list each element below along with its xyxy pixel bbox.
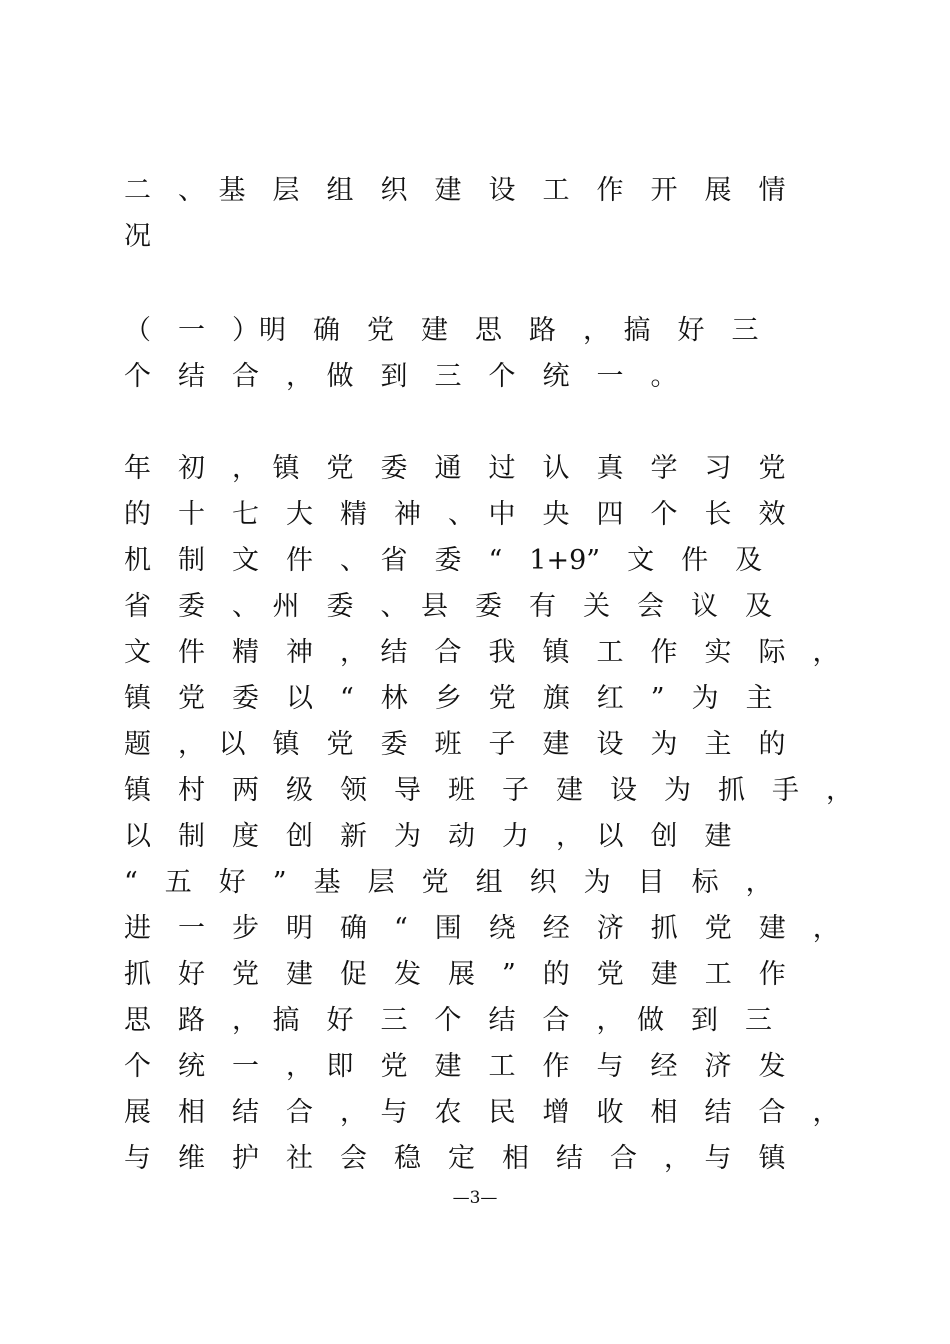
section-heading-line-2: 况 <box>124 221 151 252</box>
section-heading-line-1: 二 、 基 层 组 织 建 设 工 作 开 展 情 <box>124 175 786 206</box>
body-line: 进 一 步 明 确 “ 围 绕 经 济 抓 党 建 ， <box>124 913 840 944</box>
body-line: 思 路 ， 搞 好 三 个 结 合 ， 做 到 三 <box>124 1005 772 1036</box>
body-line: 镇 党 委 以 “ 林 乡 党 旗 红 ” 为 主 <box>124 683 773 714</box>
body-line: 个 统 一 ， 即 党 建 工 作 与 经 济 发 <box>124 1051 786 1082</box>
body-line: 文 件 精 神 ， 结 合 我 镇 工 作 实 际 ， <box>124 637 840 668</box>
subsection-heading-line-2: 个 结 合 ， 做 到 三 个 统 一 。 <box>124 361 678 392</box>
body-line: 镇 村 两 级 领 导 班 子 建 设 为 抓 手 ， <box>124 775 853 806</box>
body-line: 年 初 ， 镇 党 委 通 过 认 真 学 习 党 <box>124 453 786 484</box>
body-line: 展 相 结 合 ， 与 农 民 增 收 相 结 合 ， <box>124 1097 840 1128</box>
body-line: 机 制 文 件 、 省 委 “ 1+9” 文 件 及 <box>124 545 763 576</box>
body-line: 抓 好 党 建 促 发 展 ” 的 党 建 工 作 <box>124 959 786 990</box>
subsection-heading-line-1: （ 一 ）明 确 党 建 思 路 ， 搞 好 三 <box>124 315 759 346</box>
body-line: 的 十 七 大 精 神 、 中 央 四 个 长 效 <box>124 499 786 530</box>
body-line: 与 维 护 社 会 稳 定 相 结 合 ， 与 镇 <box>124 1143 786 1174</box>
body-line: 省 委 、 州 委 、 县 委 有 关 会 议 及 <box>124 591 772 622</box>
body-line: 以 制 度 创 新 为 动 力 ， 以 创 建 <box>124 821 732 852</box>
body-line: 题 ， 以 镇 党 委 班 子 建 设 为 主 的 <box>124 729 786 760</box>
page-number: —3— <box>452 1188 498 1208</box>
body-line: “ 五 好 ” 基 层 党 组 织 为 目 标 ， <box>124 867 773 898</box>
